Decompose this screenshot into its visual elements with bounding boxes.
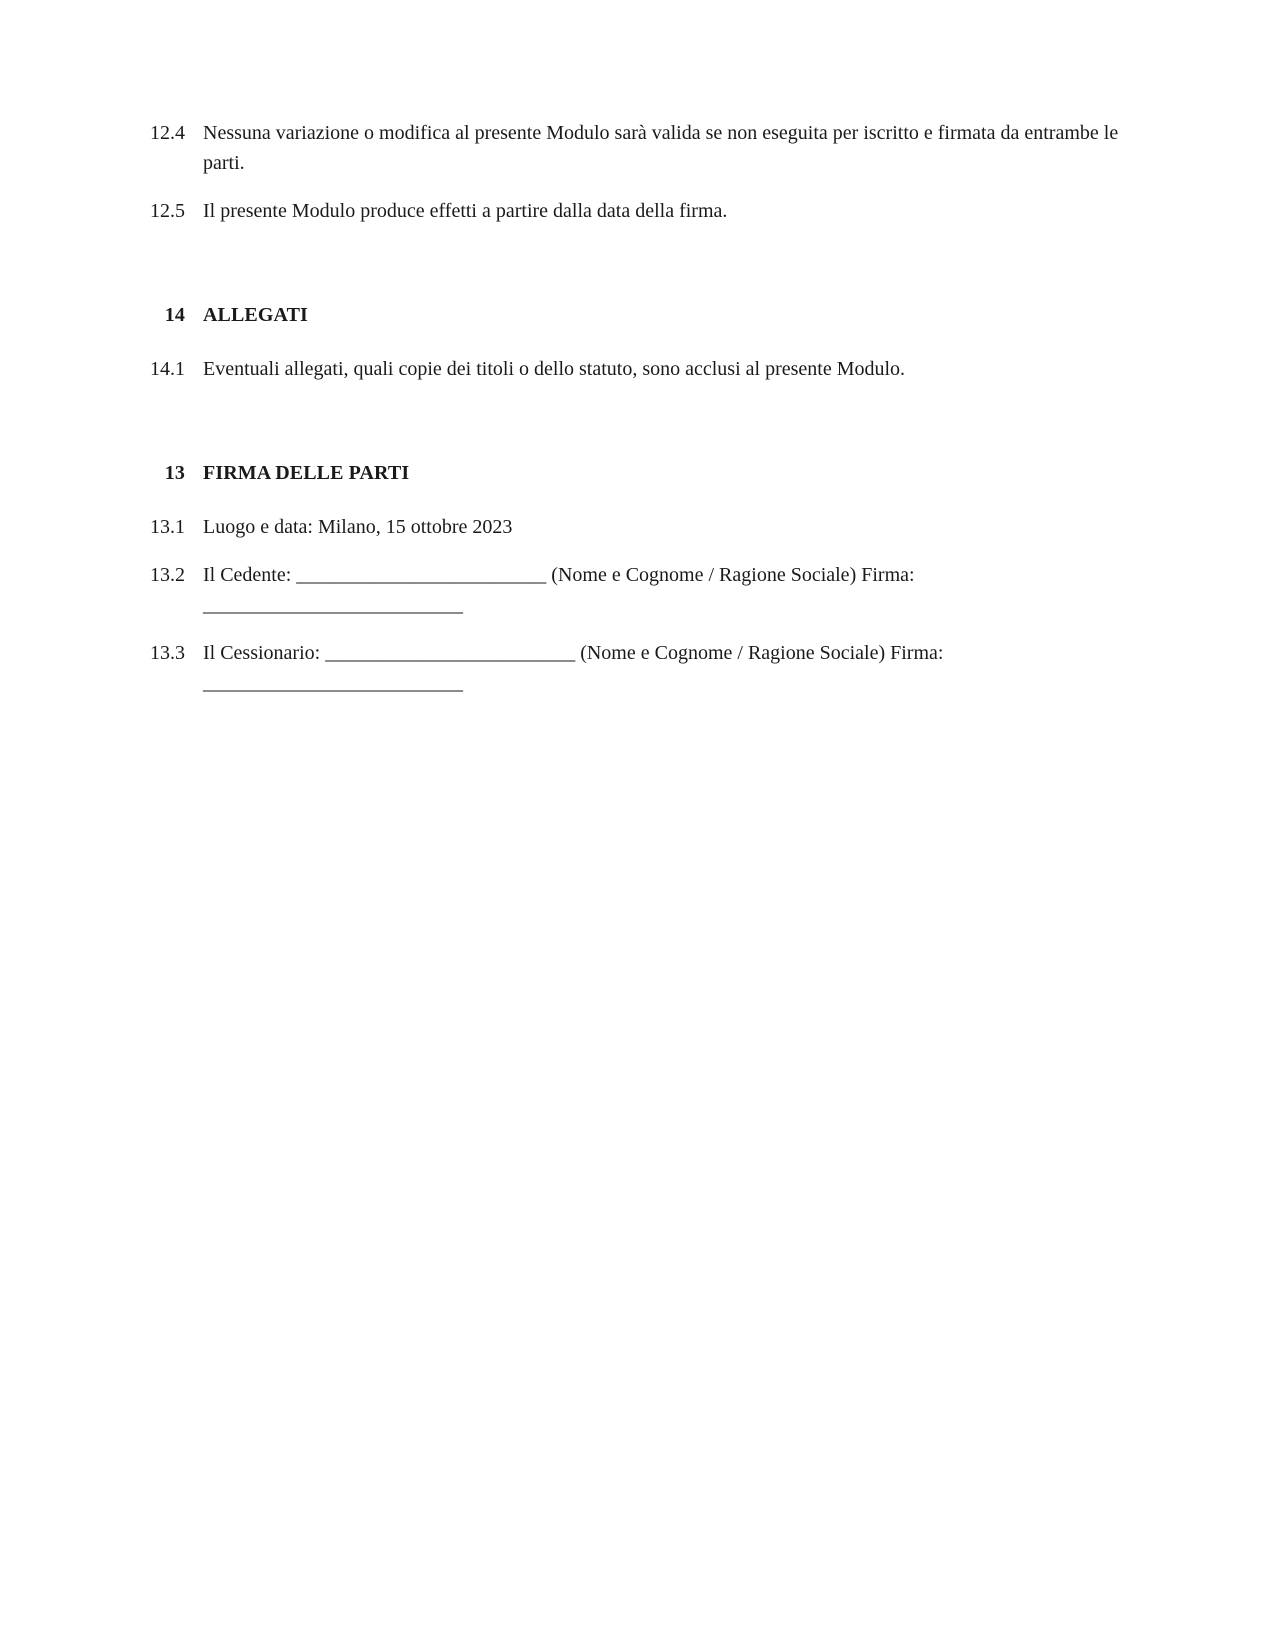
clause-12-4 bbox=[137, 118, 1138, 178]
clause-13-1 bbox=[137, 512, 1138, 542]
clause-text: Eventuali allegati, quali copie dei titoli o dello statuto, sono acclusi al presente Modulo. bbox=[203, 358, 906, 380]
clause-number: 12.4 bbox=[150, 122, 185, 144]
clause-13-3 bbox=[137, 638, 1138, 698]
signature-blank-line: __________________________ bbox=[203, 594, 463, 616]
clause-text: Luogo e data: Milano, 15 ottobre 2023 bbox=[203, 516, 513, 538]
clause-12-5 bbox=[137, 196, 1138, 226]
clause-text: Il Cessionario: _________________________ (Nome e Cognome / Ragione Sociale) Firma: bbox=[203, 642, 944, 664]
clause-text: Il Cedente: _________________________ (Nome e Cognome / Ragione Sociale) Firma: bbox=[203, 564, 915, 586]
section-heading-firma-delle-parti bbox=[137, 458, 1138, 488]
clause-text: Il presente Modulo produce effetti a partire dalla data della firma. bbox=[203, 200, 728, 222]
clause-number: 14.1 bbox=[150, 358, 185, 380]
section-title: FIRMA DELLE PARTI bbox=[203, 462, 410, 484]
document-content bbox=[137, 118, 1138, 716]
clause-number: 13.1 bbox=[150, 516, 185, 538]
section-title: ALLEGATI bbox=[203, 304, 308, 326]
section-heading-allegati bbox=[137, 300, 1138, 330]
clause-text: Nessuna variazione o modifica al presente Modulo sarà valida se non eseguita per iscritto e firmata da entrambe le parti. bbox=[203, 122, 1119, 174]
clause-number: 12.5 bbox=[150, 200, 185, 222]
clause-13-2 bbox=[137, 560, 1138, 620]
signature-blank-line: __________________________ bbox=[203, 672, 463, 694]
clause-number: 13.3 bbox=[150, 642, 185, 664]
section-number: 13 bbox=[164, 462, 185, 484]
clause-number: 13.2 bbox=[150, 564, 185, 586]
section-number: 14 bbox=[164, 304, 185, 326]
clause-body bbox=[203, 560, 1138, 620]
clause-body bbox=[203, 638, 1138, 698]
clause-14-1 bbox=[137, 354, 1138, 384]
